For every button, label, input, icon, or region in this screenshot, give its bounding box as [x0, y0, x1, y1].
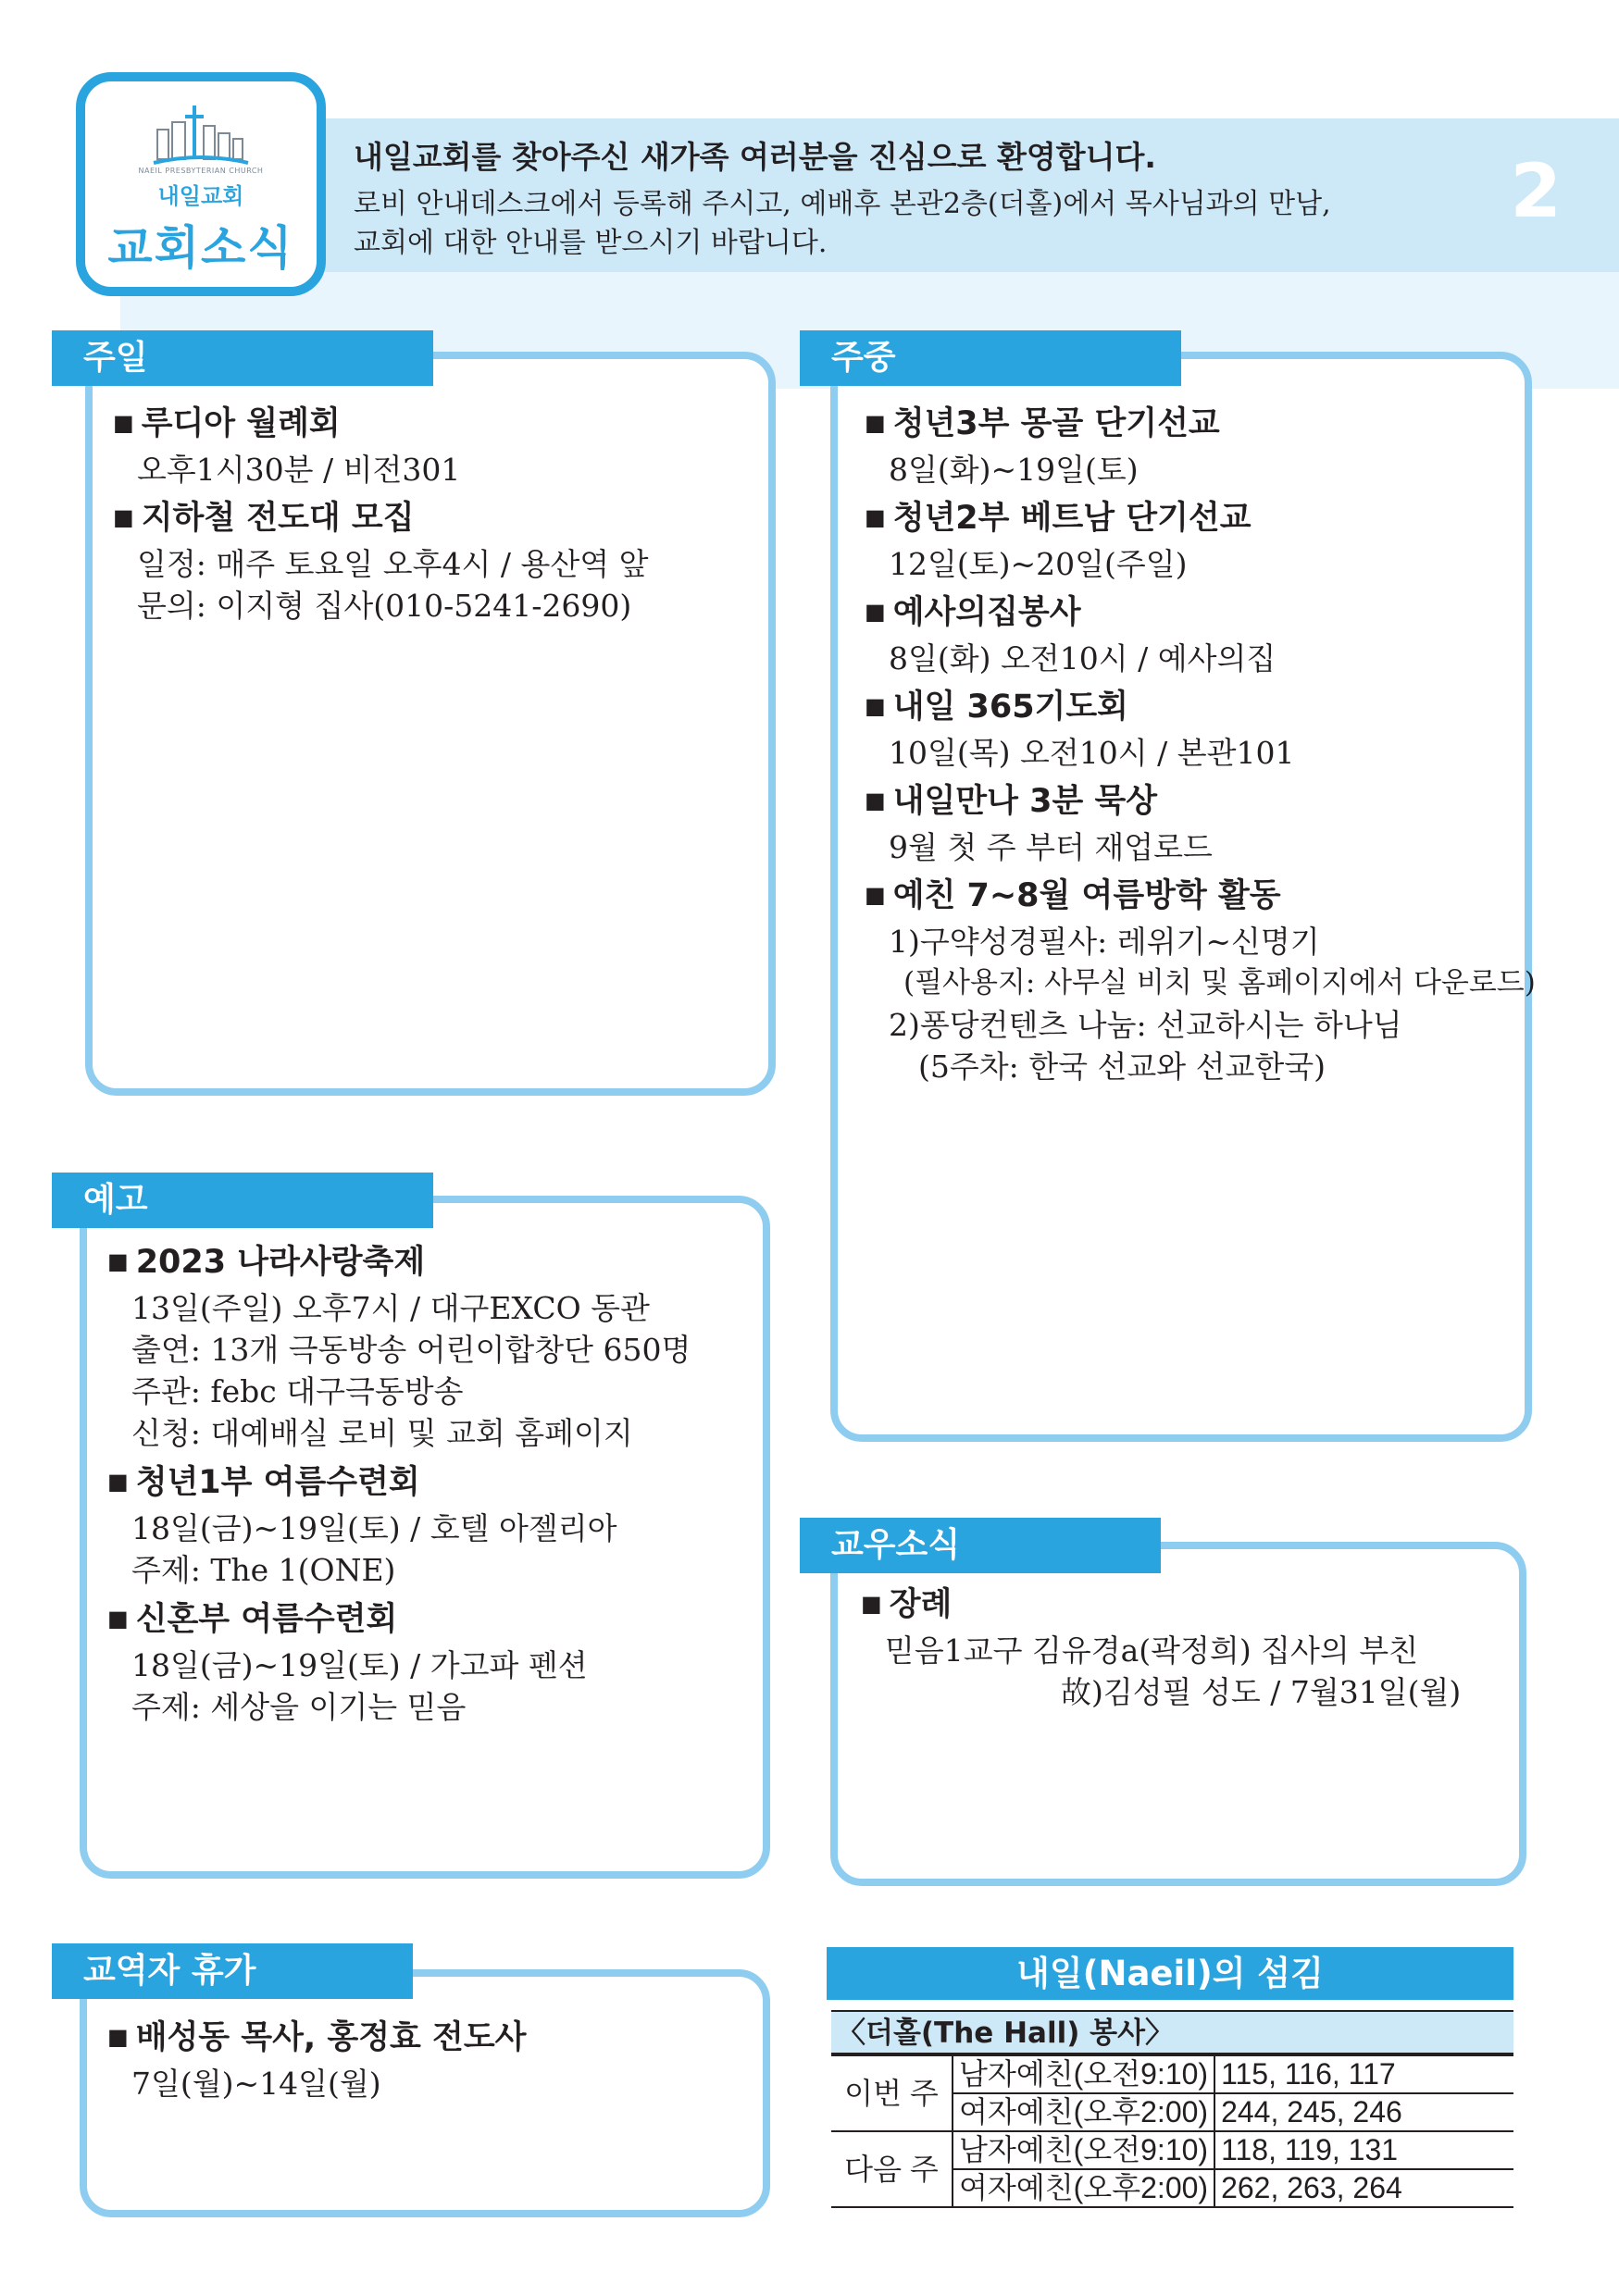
numbers-cell: 262, 263, 264: [1214, 2169, 1513, 2207]
item-detail: 10일(목) 오전10시 / 본관101: [889, 735, 1295, 771]
item-detail: 출연: 13개 극동방송 어린이합창단 650명: [131, 1332, 691, 1368]
table-row: [831, 2055, 1513, 2093]
item-detail: 믿음1교구 김유경a(곽정희) 집사의 부친: [885, 1632, 1419, 1669]
group-cell: 여자예친(오후2:00): [953, 2169, 1214, 2207]
item-detail: 2)퐁당컨텐츠 나눔: 선교하시는 하나님: [889, 1007, 1402, 1043]
item-detail: 18일(금)~19일(토) / 호텔 아젤리아: [131, 1510, 617, 1546]
item-title: ■ 내일만나 3분 묵상: [865, 779, 1213, 826]
service-subtitle: 〈더홀(The Hall) 봉사〉: [831, 2010, 1513, 2054]
group-cell: 남자예친(오전9:10): [953, 2055, 1214, 2093]
week-cell: 이번 주: [831, 2055, 953, 2131]
item-title: ■ 내일 365기도회: [865, 685, 1294, 732]
list-item: [107, 1240, 691, 1454]
page-title: 교회소식: [107, 221, 294, 275]
item-detail: 9월 첫 주 부터 재업로드: [889, 829, 1213, 865]
item-title: ■ 장례: [861, 1582, 1461, 1630]
item-title: ■ 신혼부 여름수련회: [107, 1597, 588, 1644]
item-title: ■ 청년3부 몽골 단기선교: [865, 402, 1220, 449]
list-item: [865, 590, 1276, 679]
list-item: [113, 496, 648, 627]
list-item: [107, 1460, 617, 1591]
list-item: [865, 496, 1252, 585]
item-title: ■ 예친 7~8월 여름방학 활동: [865, 874, 1536, 921]
item-detail: 주관: febc 대구극동방송: [131, 1373, 464, 1409]
item-detail: 일정: 매주 토요일 오후4시 / 용산역 앞: [137, 546, 649, 582]
item-detail: 8일(화)~19일(토): [889, 452, 1139, 488]
item-detail: 1)구약성경필사: 레위기~신명기: [889, 924, 1320, 960]
logo-church-name: 내일교회: [157, 183, 244, 209]
church-logo-box: [76, 72, 326, 296]
item-detail: 오후1시30분 / 비전301: [137, 452, 461, 488]
item-title: ■ 지하철 전도대 모집: [113, 496, 648, 543]
group-cell: 남자예친(오전9:10): [953, 2131, 1214, 2169]
weekday-tab: 주중: [800, 330, 1181, 386]
list-item: [865, 874, 1536, 1087]
item-detail: 7일(월)~14일(월): [131, 2066, 381, 2102]
church-skyline-icon: [150, 102, 252, 168]
welcome-message: [354, 139, 1331, 263]
welcome-headline: 내일교회를 찾아주신 새가족 여러분을 진심으로 환영합니다.: [354, 139, 1156, 175]
list-item: [107, 2016, 526, 2104]
item-detail: 문의: 이지형 집사(010-5241-2690): [137, 588, 632, 624]
welcome-line: 교회에 대한 안내를 받으시기 바랍니다.: [354, 227, 828, 259]
item-detail: 8일(화) 오전10시 / 예사의집: [889, 640, 1277, 676]
item-title: ■ 청년2부 베트남 단기선교: [865, 496, 1252, 543]
notice-tab: 예고: [52, 1173, 433, 1228]
item-title: ■ 예사의집봉사: [865, 590, 1276, 638]
item-detail: 주제: The 1(ONE): [131, 1552, 396, 1588]
item-detail: 주제: 세상을 이기는 믿음: [131, 1689, 467, 1725]
numbers-cell: 115, 116, 117: [1214, 2055, 1513, 2093]
list-item: [865, 402, 1220, 490]
numbers-cell: 244, 245, 246: [1214, 2093, 1513, 2131]
welcome-line: 로비 안내데스크에서 등록해 주시고, 예배후 본관2층(더홀)에서 목사님과의 만남,: [354, 188, 1331, 220]
list-item: [113, 402, 460, 490]
group-cell: 여자예친(오후2:00): [953, 2093, 1214, 2131]
week-cell: 다음 주: [831, 2131, 953, 2207]
vacation-tab: 교역자 휴가: [52, 1943, 413, 1999]
members-tab: 교우소식: [800, 1518, 1161, 1573]
item-title: ■ 청년1부 여름수련회: [107, 1460, 617, 1508]
item-title: ■ 2023 나라사랑축제: [107, 1240, 691, 1287]
item-detail: 신청: 대예배실 로비 및 교회 홈페이지: [131, 1415, 633, 1451]
numbers-cell: 118, 119, 131: [1214, 2131, 1513, 2169]
list-item: [861, 1582, 1461, 1713]
item-detail: 18일(금)~19일(토) / 가고파 펜션: [131, 1647, 588, 1683]
list-item: [107, 1597, 588, 1728]
item-detail: 12일(토)~20일(주일): [889, 546, 1188, 582]
service-table: [831, 2054, 1513, 2208]
logo-subtitle: NAEIL PRESBYTERIAN CHURCH: [138, 167, 264, 175]
item-detail: (필사용지: 사무실 비치 및 홈페이지에서 다운로드): [903, 966, 1536, 999]
list-item: [865, 685, 1294, 774]
list-item: [865, 779, 1213, 868]
item-detail: 13일(주일) 오후7시 / 대구EXCO 동관: [131, 1290, 650, 1326]
item-title: ■ 루디아 월례회: [113, 402, 460, 449]
page-number: 2: [1510, 148, 1562, 234]
service-title: 내일(Naeil)의 섬김: [827, 1947, 1513, 2000]
table-row: [831, 2131, 1513, 2169]
item-detail: (5주차: 한국 선교와 선교한국): [918, 1049, 1326, 1085]
sunday-tab: 주일: [52, 330, 433, 386]
item-detail: 故)김성필 성도 / 7월31일(월): [1061, 1674, 1462, 1710]
item-title: ■ 배성동 목사, 홍정효 전도사: [107, 2016, 526, 2063]
